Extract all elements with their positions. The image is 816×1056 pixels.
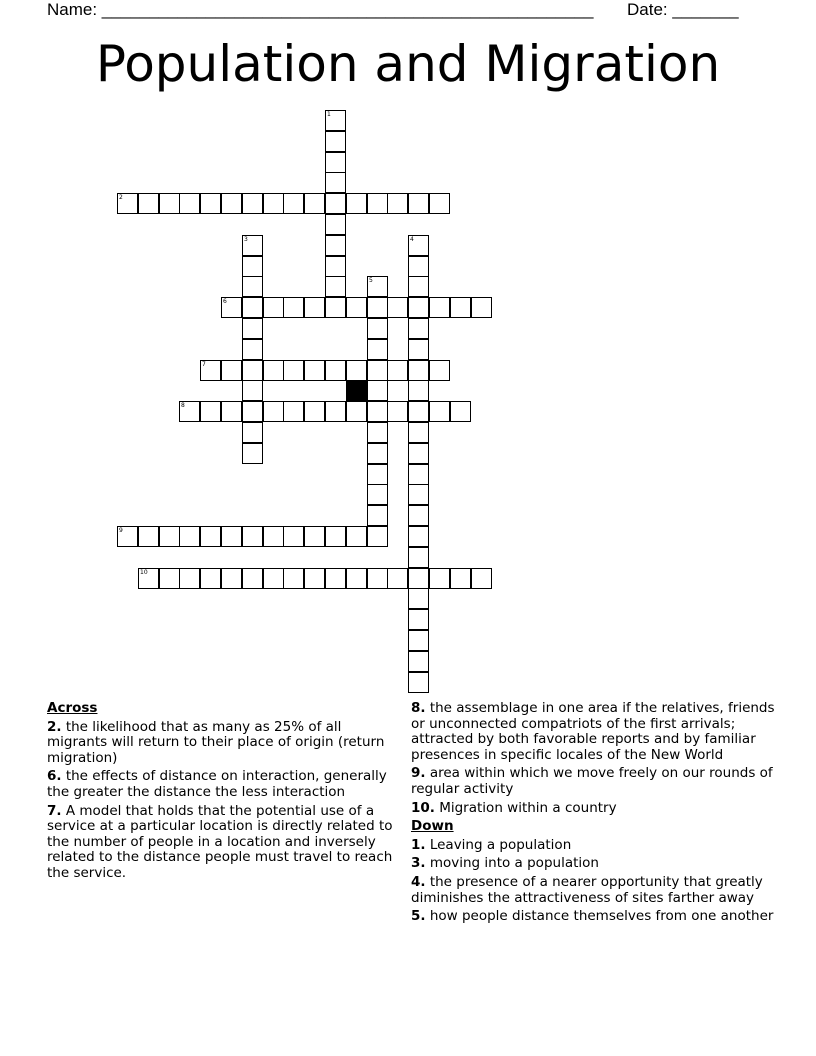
grid-cell[interactable] (408, 193, 429, 214)
clue-across-10: 10. Migration within a country (411, 799, 617, 816)
grid-cell[interactable] (367, 360, 388, 381)
across-heading: Across (47, 700, 98, 716)
date-field[interactable]: Date: _______ (627, 0, 739, 19)
grid-cell[interactable] (200, 360, 221, 381)
grid-cell[interactable] (138, 568, 159, 589)
grid-cell[interactable] (346, 526, 367, 547)
grid-cell[interactable] (367, 339, 388, 360)
grid-cell[interactable] (408, 297, 429, 318)
grid-cell[interactable] (200, 193, 221, 214)
clue-number: 7 (202, 361, 206, 368)
grid-cell[interactable] (325, 401, 346, 422)
grid-cell[interactable] (408, 526, 429, 547)
grid-cell[interactable] (242, 297, 263, 318)
grid-cell[interactable] (242, 568, 263, 589)
name-field[interactable]: Name: ____________________________________________________ (47, 0, 594, 19)
grid-cell[interactable] (304, 193, 325, 214)
grid-cell[interactable] (408, 256, 429, 277)
clue-across-7: 7. A model that holds that the potential use of a service at a particular location is directly related to the number of people in a location and inversely related to the distance people must travel to reach the service. (47, 802, 393, 881)
grid-cell[interactable] (283, 193, 304, 214)
grid-cell[interactable] (367, 422, 388, 443)
grid-cell[interactable] (263, 526, 284, 547)
grid-cell[interactable] (325, 131, 346, 152)
grid-cell[interactable] (429, 401, 450, 422)
grid-cell[interactable] (283, 401, 304, 422)
grid-cell[interactable] (325, 526, 346, 547)
grid-cell[interactable] (325, 256, 346, 277)
grid-cell[interactable] (367, 193, 388, 214)
grid-cell[interactable] (408, 672, 429, 693)
grid-cell[interactable] (367, 401, 388, 422)
grid-cell[interactable] (408, 630, 429, 651)
clue-number: 5 (369, 277, 373, 284)
grid-cell[interactable] (450, 401, 471, 422)
grid-cell[interactable] (221, 526, 242, 547)
grid-cell[interactable] (242, 422, 263, 443)
grid-cell[interactable] (159, 193, 180, 214)
grid-cell[interactable] (325, 172, 346, 193)
grid-cell[interactable] (367, 297, 388, 318)
grid-cell[interactable] (221, 568, 242, 589)
grid-cell[interactable] (304, 401, 325, 422)
grid-cell[interactable] (138, 193, 159, 214)
grid-cell[interactable] (242, 401, 263, 422)
grid-cell[interactable] (263, 401, 284, 422)
grid-cell[interactable] (429, 193, 450, 214)
clue-number: 8 (181, 402, 185, 409)
grid-cell[interactable] (242, 318, 263, 339)
grid-cell[interactable] (387, 360, 408, 381)
grid-cell[interactable] (221, 401, 242, 422)
grid-cell[interactable] (408, 547, 429, 568)
grid-cell[interactable] (408, 235, 429, 256)
grid-cell[interactable] (346, 568, 367, 589)
grid-cell[interactable] (242, 256, 263, 277)
clue-across-2: 2. the likelihood that as many as 25% of all migrants will return to their place of origin (return migration) (47, 718, 385, 766)
clue-number: 9 (119, 527, 123, 534)
grid-cell[interactable] (200, 568, 221, 589)
grid-cell[interactable] (325, 193, 346, 214)
grid-cell[interactable] (387, 568, 408, 589)
clue-number: 6 (223, 298, 227, 305)
grid-cell[interactable] (387, 401, 408, 422)
grid-cell[interactable] (346, 297, 367, 318)
grid-cell[interactable] (387, 297, 408, 318)
grid-cell[interactable] (471, 297, 492, 318)
grid-cell[interactable] (159, 568, 180, 589)
grid-cell[interactable] (304, 568, 325, 589)
grid-cell[interactable] (408, 401, 429, 422)
clue-down-5: 5. how people distance themselves from one another (411, 908, 774, 925)
grid-cell[interactable] (117, 193, 138, 214)
page-title: Population and Migration (95, 35, 721, 93)
grid-cell[interactable] (263, 193, 284, 214)
grid-cell[interactable] (200, 401, 221, 422)
grid-cell[interactable] (367, 568, 388, 589)
clues-column-right (411, 701, 781, 928)
grid-cell[interactable] (242, 360, 263, 381)
grid-cell[interactable] (408, 360, 429, 381)
grid-cell[interactable] (304, 297, 325, 318)
grid-cell[interactable] (346, 360, 367, 381)
grid-cell[interactable] (367, 318, 388, 339)
grid-cell[interactable] (325, 276, 346, 297)
grid-cell[interactable] (408, 443, 429, 464)
grid-cell[interactable] (325, 568, 346, 589)
clue-across-6: 6. the effects of distance on interaction, generally the greater the distance the less interaction (47, 768, 387, 800)
grid-cell[interactable] (367, 276, 388, 297)
grid-cell[interactable] (367, 443, 388, 464)
grid-cell[interactable] (242, 526, 263, 547)
grid-cell[interactable] (429, 360, 450, 381)
grid-cell[interactable] (408, 484, 429, 505)
clue-number: 10 (140, 569, 148, 576)
grid-cell[interactable] (179, 401, 200, 422)
grid-cell[interactable] (179, 568, 200, 589)
clue-number: 2 (119, 194, 123, 201)
grid-cell[interactable] (304, 360, 325, 381)
grid-cell[interactable] (408, 651, 429, 672)
grid-cell[interactable] (367, 484, 388, 505)
grid-cell[interactable] (283, 297, 304, 318)
grid-cell[interactable] (304, 526, 325, 547)
grid-cell[interactable] (242, 380, 263, 401)
grid-cell[interactable] (408, 609, 429, 630)
grid-cell[interactable] (429, 297, 450, 318)
grid-cell[interactable] (242, 235, 263, 256)
clue-across-9: 9. area within which we move freely on our rounds of regular activity (411, 765, 773, 797)
clue-down-1: 1. Leaving a population (411, 836, 572, 853)
clue-down-4: 4. the presence of a nearer opportunity that greatly diminishes the attractiveness of sites farther away (411, 873, 763, 906)
grid-cell[interactable] (179, 526, 200, 547)
grid-cell[interactable] (221, 193, 242, 214)
grid-cell[interactable] (242, 193, 263, 214)
grid-cell[interactable] (346, 401, 367, 422)
grid-cell[interactable] (221, 360, 242, 381)
grid-cell[interactable] (367, 505, 388, 526)
clue-number: 4 (410, 236, 414, 243)
grid-cell[interactable] (200, 526, 221, 547)
black-square (346, 380, 367, 401)
grid-cell[interactable] (242, 339, 263, 360)
grid-cell[interactable] (117, 526, 138, 547)
grid-cell[interactable] (387, 193, 408, 214)
grid-cell[interactable] (408, 318, 429, 339)
clue-down-3: 3. moving into a population (411, 855, 599, 872)
grid-cell[interactable] (408, 505, 429, 526)
grid-cell[interactable] (408, 339, 429, 360)
grid-cell[interactable] (450, 297, 471, 318)
grid-cell[interactable] (263, 568, 284, 589)
grid-cell[interactable] (408, 588, 429, 609)
grid-cell[interactable] (408, 380, 429, 401)
grid-cell[interactable] (325, 360, 346, 381)
grid-cell[interactable] (408, 568, 429, 589)
grid-cell[interactable] (159, 526, 180, 547)
clue-across-8: 8. the assemblage in one area if the relatives, friends or unconnected compatriots of the first arrivals; attracted by both favorable reports and by familiar presences in specific locales of the New World (411, 700, 775, 763)
clue-number: 3 (244, 236, 248, 243)
grid-cell[interactable] (325, 214, 346, 235)
grid-cell[interactable] (325, 110, 346, 131)
grid-cell[interactable] (367, 464, 388, 485)
grid-cell[interactable] (429, 568, 450, 589)
grid-cell[interactable] (325, 235, 346, 256)
grid-cell[interactable] (263, 297, 284, 318)
grid-cell[interactable] (408, 422, 429, 443)
grid-cell[interactable] (179, 193, 200, 214)
grid-cell[interactable] (242, 276, 263, 297)
grid-cell[interactable] (367, 380, 388, 401)
grid-cell[interactable] (283, 526, 304, 547)
grid-cell[interactable] (221, 297, 242, 318)
grid-cell[interactable] (325, 297, 346, 318)
clues-column-left (47, 701, 405, 885)
grid-cell[interactable] (408, 464, 429, 485)
grid-cell[interactable] (263, 360, 284, 381)
grid-cell[interactable] (471, 568, 492, 589)
grid-cell[interactable] (346, 193, 367, 214)
grid-cell[interactable] (367, 526, 388, 547)
grid-cell[interactable] (325, 152, 346, 173)
grid-cell[interactable] (450, 568, 471, 589)
grid-cell[interactable] (283, 568, 304, 589)
grid-cell[interactable] (408, 276, 429, 297)
grid-cell[interactable] (138, 526, 159, 547)
grid-cell[interactable] (242, 443, 263, 464)
down-heading: Down (411, 818, 454, 835)
grid-cell[interactable] (283, 360, 304, 381)
clue-number: 1 (327, 111, 331, 118)
